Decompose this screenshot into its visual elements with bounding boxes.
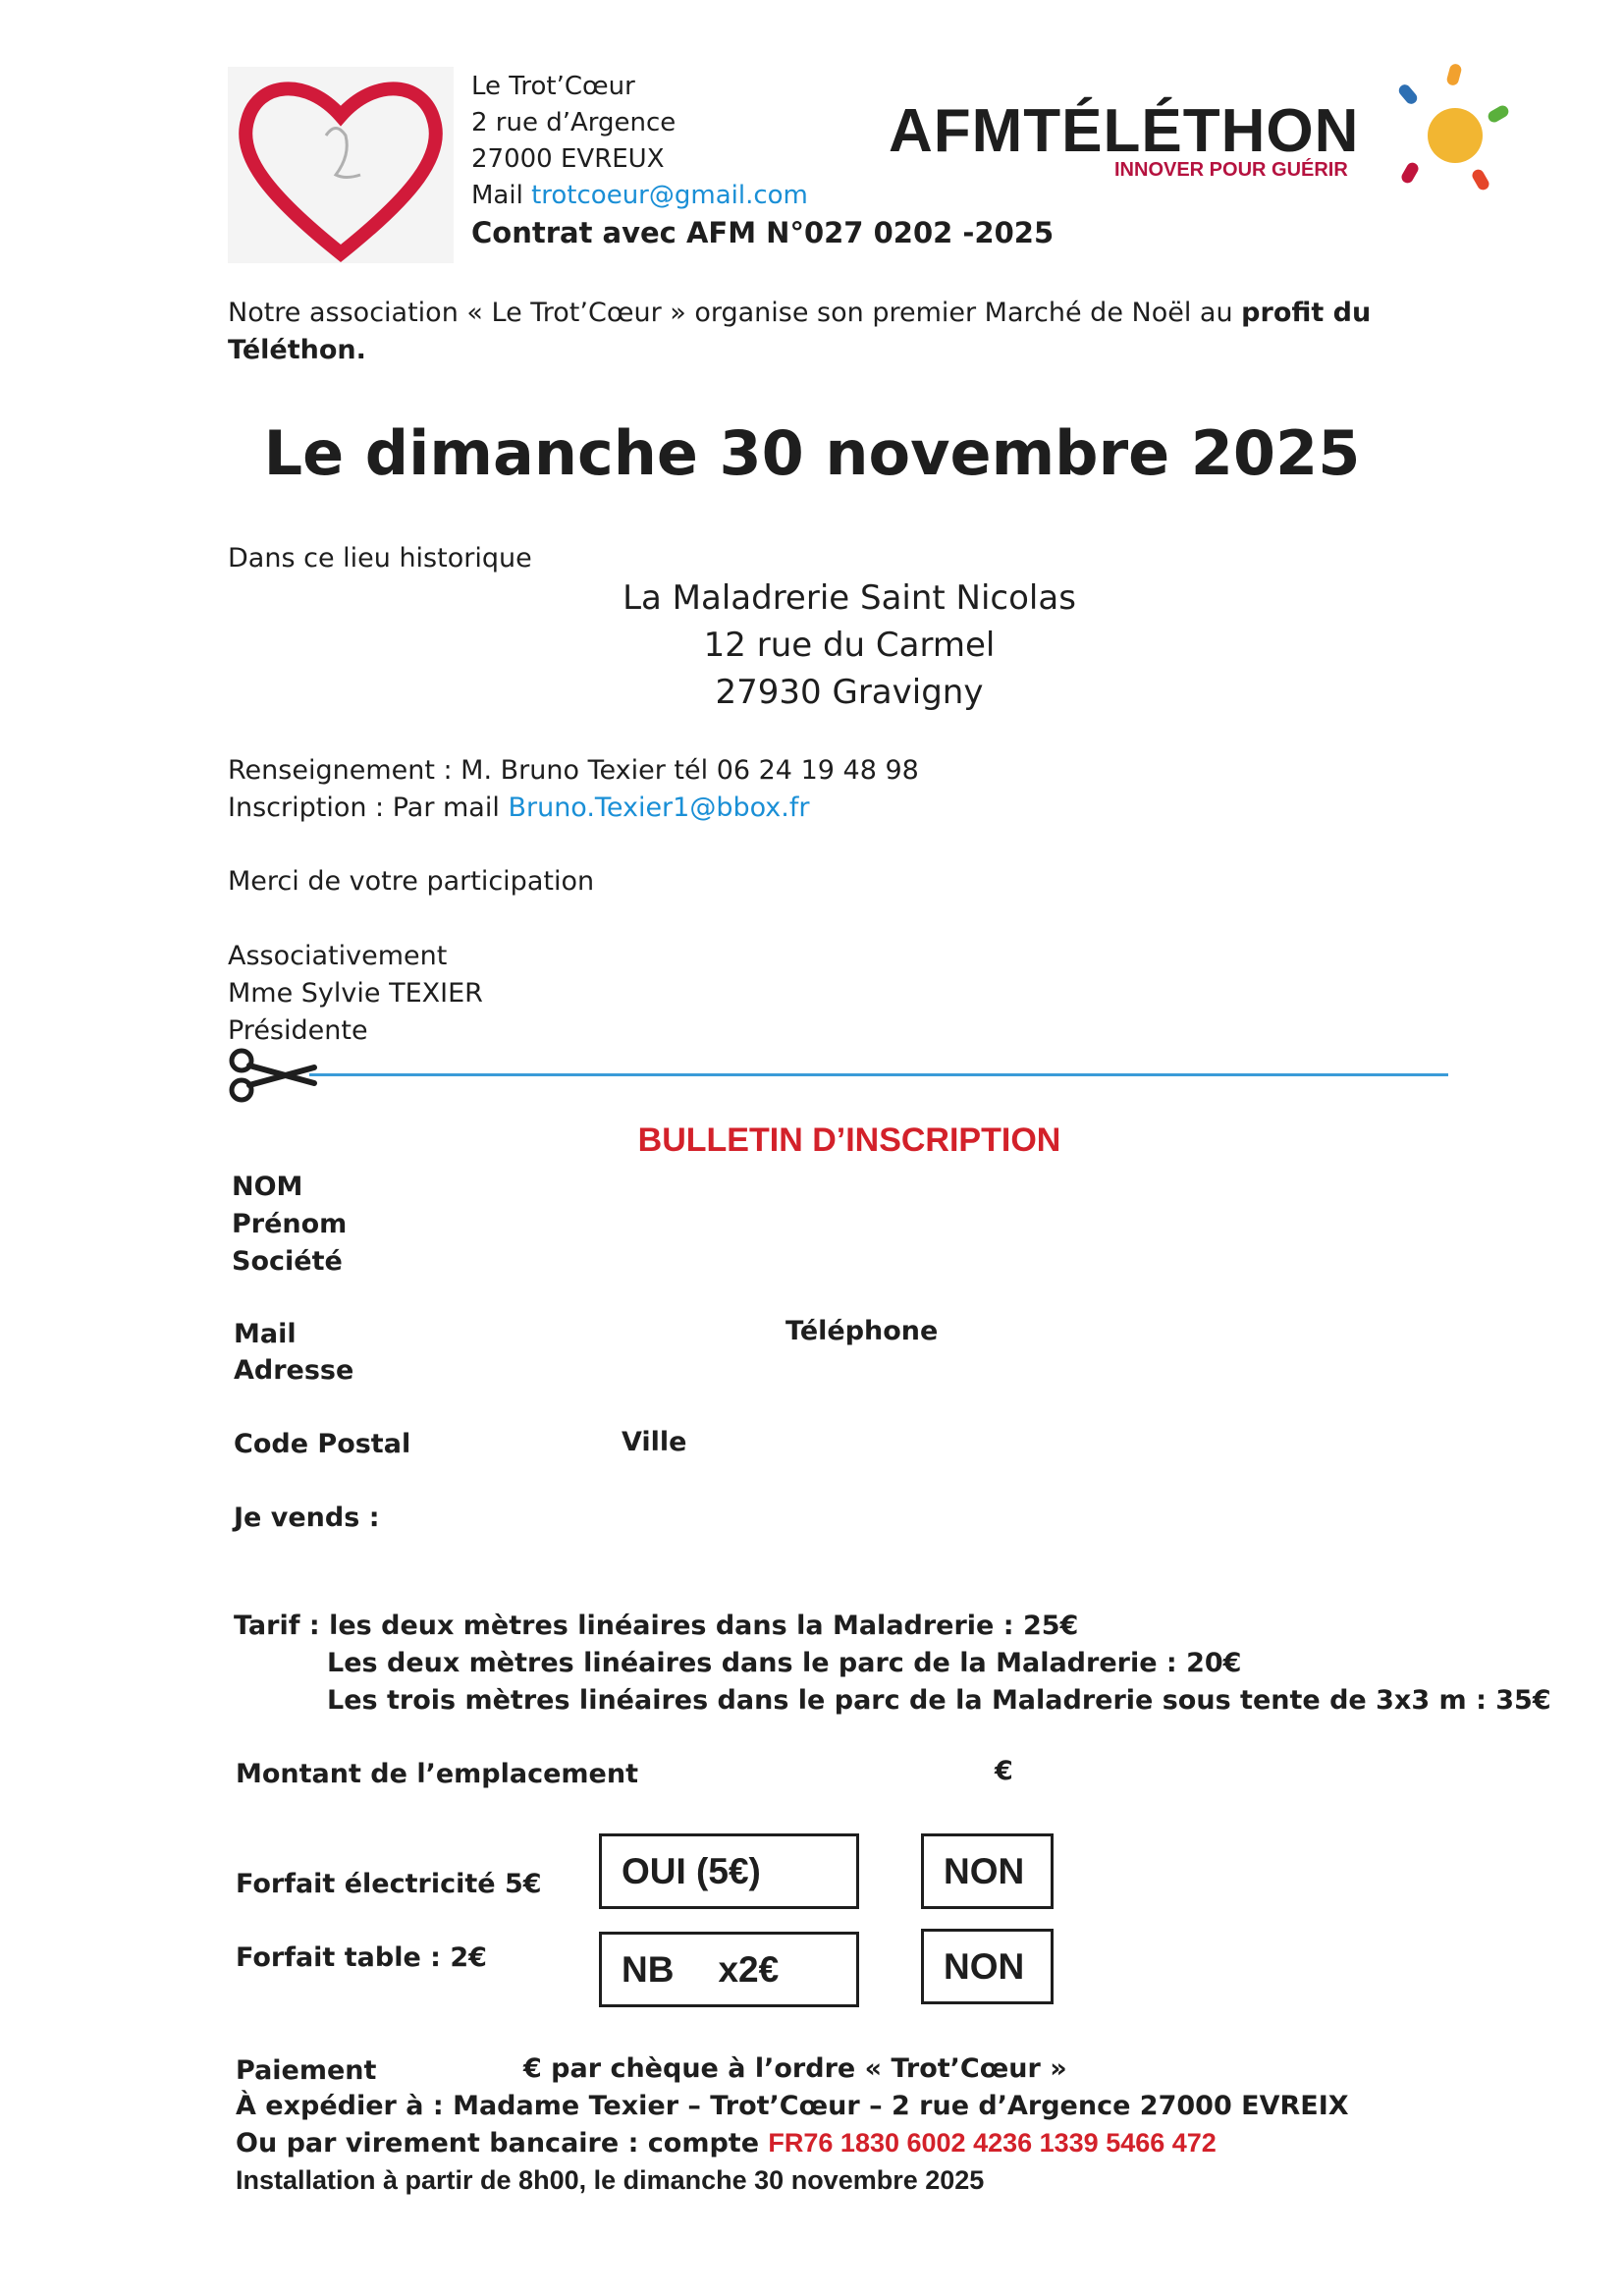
iban-value: FR76 1830 6002 4236 1339 5466 472 bbox=[768, 2128, 1217, 2158]
org-name: Le Trot’Cœur bbox=[471, 72, 635, 101]
label-nom: NOM bbox=[232, 1172, 303, 1202]
label-mail: Mail bbox=[234, 1319, 297, 1349]
identity-block bbox=[232, 1169, 347, 1281]
label-forfait-table: Forfait table : 2€ bbox=[236, 1942, 487, 1973]
contact-block bbox=[228, 752, 919, 827]
event-date-title: Le dimanche 30 novembre 2025 bbox=[263, 417, 1361, 489]
label-prenom: Prénom bbox=[232, 1209, 348, 1239]
org-mail-link[interactable]: trotcoeur@gmail.com bbox=[531, 181, 808, 210]
trot-coeur-logo bbox=[228, 67, 454, 263]
tarif-label: Tarif : bbox=[234, 1611, 330, 1641]
afm-tagline: INNOVER POUR GUÉRIR bbox=[1114, 159, 1348, 181]
tarif-line-3: Les trois mètres linéaires dans le parc de la Maladrerie sous tente de 3x3 m : 35€ bbox=[327, 1685, 1551, 1716]
table-non-box[interactable]: NON bbox=[921, 1929, 1054, 2004]
contact-info: Renseignement : M. Bruno Texier tél 06 24 19 48 98 bbox=[228, 755, 919, 786]
cut-line bbox=[309, 1073, 1448, 1076]
tarif-line-2: Les deux mètres linéaires dans le parc de la Maladrerie : 20€ bbox=[327, 1648, 1242, 1678]
payment-cheque: € par chèque à l’ordre « Trot’Cœur » bbox=[523, 2053, 1067, 2084]
signature-block bbox=[228, 938, 483, 1050]
table-nb-label: NB bbox=[622, 1948, 675, 1990]
payment-transfer bbox=[236, 2124, 1217, 2162]
contract-number: Contrat avec AFM N°027 0202 -2025 bbox=[471, 216, 1055, 249]
org-mail-line bbox=[471, 178, 808, 214]
org-street: 2 rue d’Argence bbox=[471, 108, 677, 137]
inscription-line bbox=[228, 790, 919, 827]
venue-name: La Maladrerie Saint Nicolas bbox=[623, 578, 1076, 618]
label-paiement: Paiement bbox=[236, 2055, 377, 2086]
tarif-block bbox=[234, 1608, 1551, 1720]
bulletin-title: BULLETIN D’INSCRIPTION bbox=[637, 1121, 1061, 1159]
tarif-line-1 bbox=[234, 1608, 1551, 1645]
label-forfait-electricite: Forfait électricité 5€ bbox=[236, 1869, 542, 1899]
org-mail-label: Mail bbox=[471, 181, 532, 210]
installation-info: Installation à partir de 8h00, le dimanche 30 novembre 2025 bbox=[236, 2165, 985, 2195]
table-x2-label: x2€ bbox=[718, 1948, 780, 1990]
signature-name: Mme Sylvie TEXIER bbox=[228, 978, 483, 1009]
label-ville: Ville bbox=[622, 1427, 687, 1457]
signature-closing: Associativement bbox=[228, 941, 448, 971]
transfer-label: Ou par virement bancaire : compte bbox=[236, 2128, 769, 2158]
table-nb-box[interactable] bbox=[599, 1932, 859, 2007]
heart-logo-icon bbox=[228, 67, 454, 263]
intro-bold: profit du Téléthon. bbox=[228, 298, 1372, 365]
label-je-vends: Je vends : bbox=[234, 1503, 380, 1533]
label-societe: Société bbox=[232, 1246, 343, 1277]
electricite-non-box[interactable]: NON bbox=[921, 1833, 1054, 1909]
org-city: 27000 EVREUX bbox=[471, 144, 665, 174]
venue-street: 12 rue du Carmel bbox=[703, 626, 996, 665]
thanks-text: Merci de votre participation bbox=[228, 866, 595, 897]
sun-icon bbox=[1394, 59, 1517, 196]
payment-send-to: À expédier à : Madame Texier – Trot’Cœur – 2 rue d’Argence 27000 EVREIX bbox=[236, 2091, 1349, 2121]
scissors-icon bbox=[226, 1046, 319, 1105]
venue-city: 27930 Gravigny bbox=[715, 673, 984, 712]
label-montant: Montant de l’emplacement bbox=[236, 1759, 638, 1789]
venue-intro: Dans ce lieu historique bbox=[228, 543, 532, 574]
inscription-label: Inscription : Par mail bbox=[228, 792, 509, 823]
label-adresse: Adresse bbox=[234, 1355, 354, 1386]
label-code-postal: Code Postal bbox=[234, 1429, 411, 1459]
afm-telethon-logo bbox=[889, 59, 1517, 196]
tarif-line-1-text: les deux mètres linéaires dans la Maladrerie : 25€ bbox=[329, 1611, 1079, 1641]
intro-text: Notre association « Le Trot’Cœur » organise son premier Marché de Noël au bbox=[228, 298, 1242, 328]
montant-currency: € bbox=[995, 1756, 1013, 1786]
org-address-block bbox=[471, 69, 808, 214]
signature-role: Présidente bbox=[228, 1015, 368, 1046]
inscription-email-link[interactable]: Bruno.Texier1@bbox.fr bbox=[508, 792, 810, 823]
electricite-oui-box[interactable]: OUI (5€) bbox=[599, 1833, 859, 1909]
afm-logo-text: AFMTÉLÉTHON bbox=[889, 97, 1360, 165]
venue-block bbox=[0, 574, 1624, 716]
label-telephone: Téléphone bbox=[785, 1316, 939, 1346]
intro-paragraph bbox=[228, 295, 1426, 369]
